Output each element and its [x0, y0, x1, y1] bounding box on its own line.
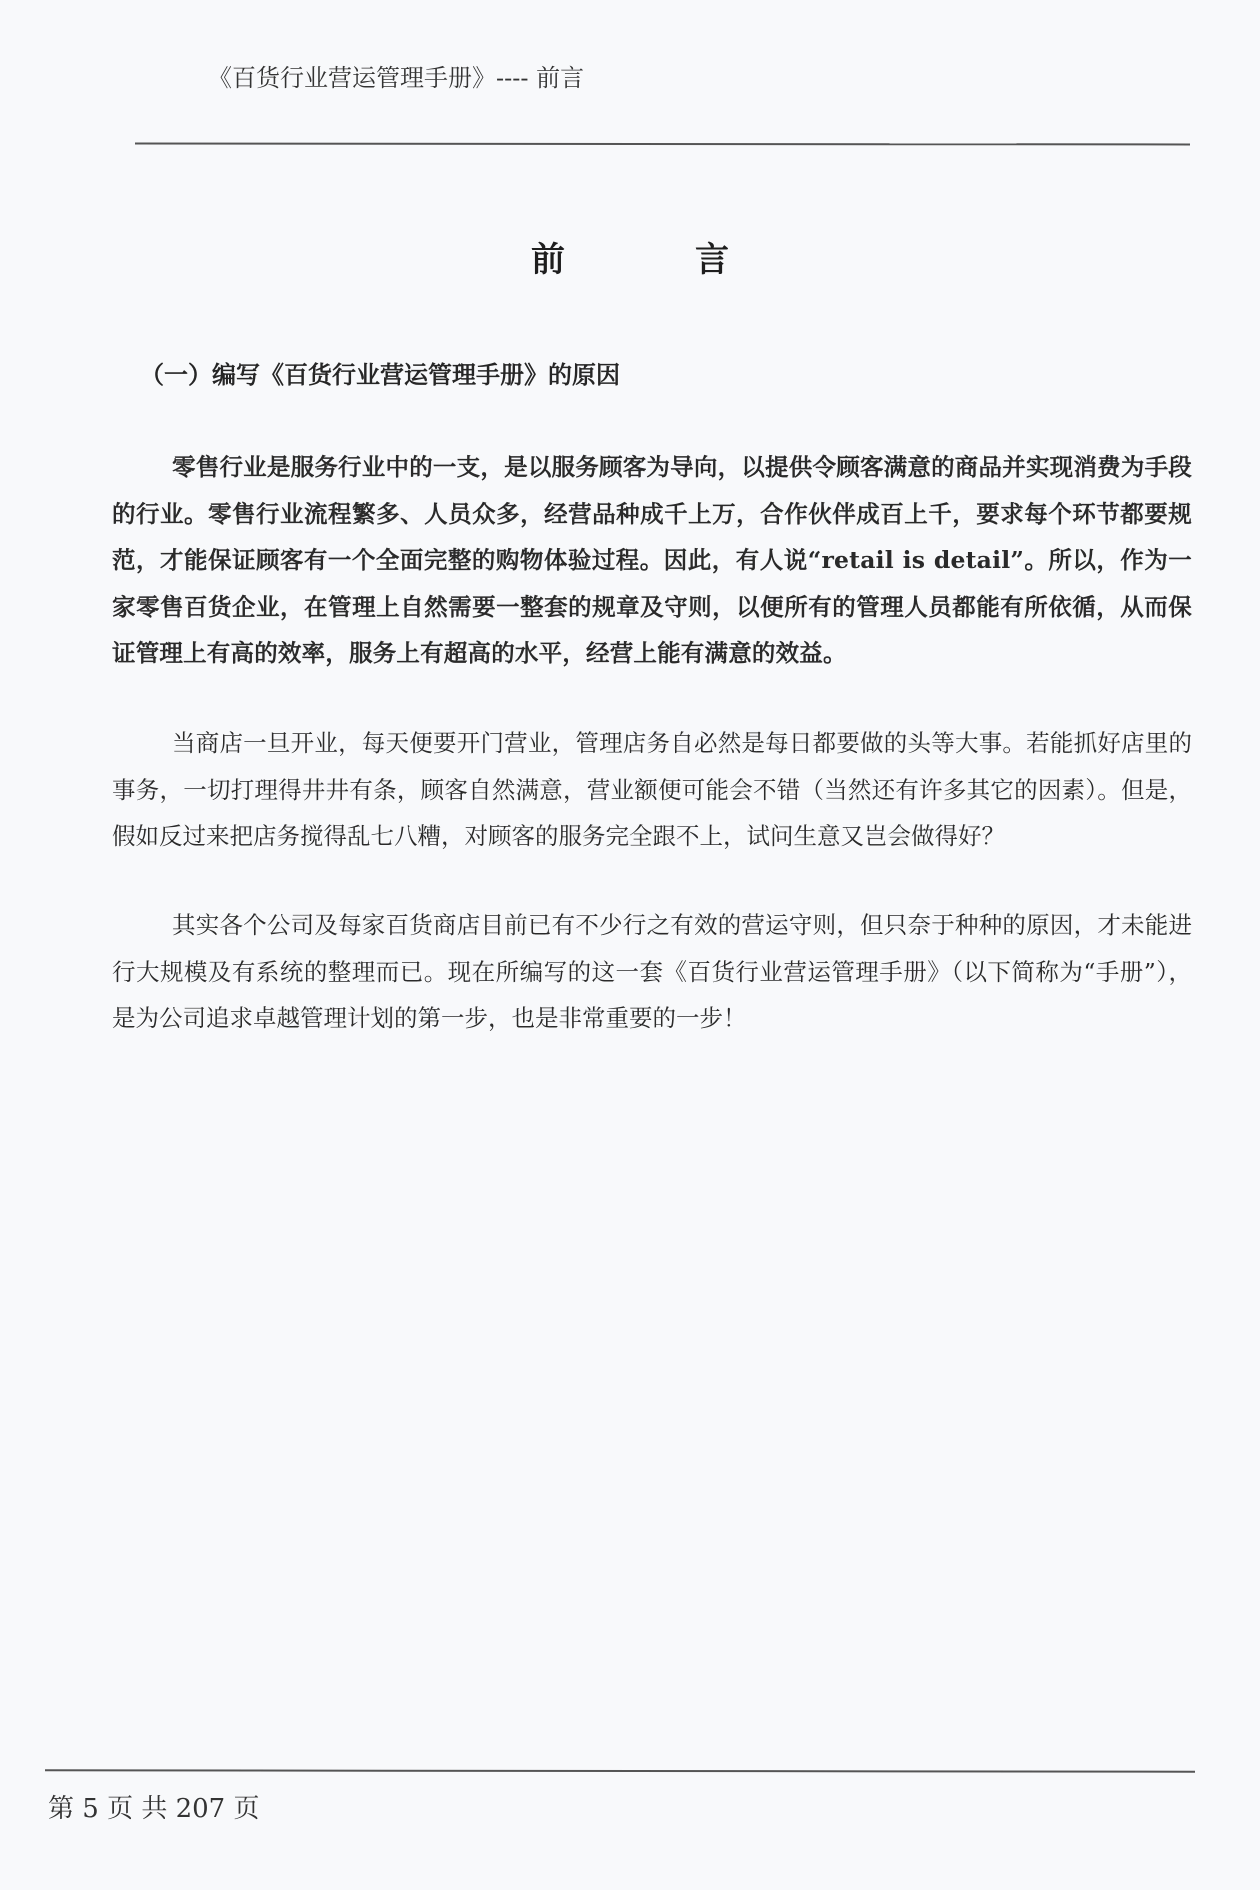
- body-paragraph: 当商店一旦开业，每天便要开门营业，管理店务自必然是每日都要做的头等大事。若能抓好店里的事务，一切打理得井井有条，顾客自然满意，营业额便可能会不错（当然还有许多其它的因素）。但是，假如反过来把店务搅得乱七八糟，对顾客的服务完全跟不上，试问生意又岂会做得好？: [112, 729, 1192, 850]
- footer-divider: [45, 1769, 1195, 1772]
- body-paragraph: 零售行业是服务行业中的一支，是以服务顾客为导向，以提供令顾客满意的商品并实现消费为手段的行业。零售行业流程繁多、人员众多，经营品种成千上万，合作伙伴成百上千，要求每个环节都要规范，才能保证顾客有一个全面完整的购物体验过程。因此，有人说“retail is detail”。所以，作为一家零售百货企业，在管理上自然需要一整套的规章及守则，以便所有的管理人员都能有所依循，从而保证管理上有高的效率，服务上有超高的水平，经营上能有满意的效益。: [112, 453, 1192, 667]
- body-paragraph: 其实各个公司及每家百货商店目前已有不少行之有效的营运守则，但只奈于种种的原因，才未能进行大规模及有系统的整理而已。现在所编写的这一套《百货行业营运管理手册》（以下简称为“手册”），是为公司追求卓越管理计划的第一步，也是非常重要的一步！: [112, 911, 1192, 1032]
- page-number: 第 5 页 共 207 页: [48, 1794, 260, 1824]
- section-heading: （一）编写《百货行业营运管理手册》的原因: [140, 360, 620, 389]
- running-header: 《百货行业营运管理手册》---- 前言: [208, 64, 585, 92]
- page-title: 前言: [531, 240, 859, 280]
- header-divider: [135, 143, 1190, 146]
